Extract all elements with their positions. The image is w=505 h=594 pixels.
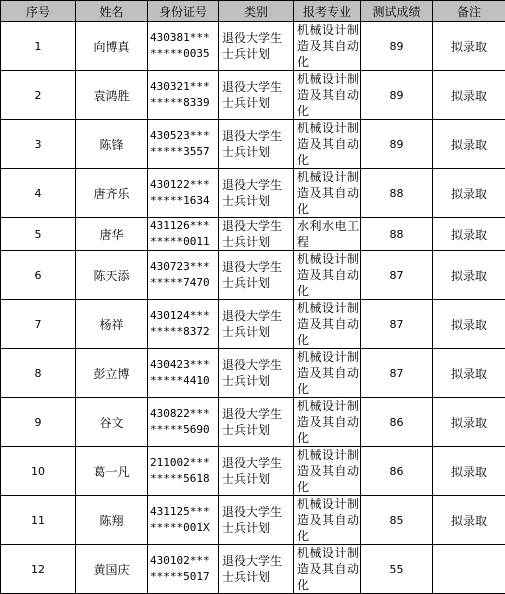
serial-cell: 6 xyxy=(1,251,76,300)
serial-cell: 7 xyxy=(1,300,76,349)
name-cell: 陈天添 xyxy=(76,251,148,300)
serial-cell: 3 xyxy=(1,120,76,169)
id-number-cell: 430523*** *****3557 xyxy=(148,120,219,169)
major-cell: 机械设计制造及其自动化 xyxy=(294,545,361,594)
table-header-row xyxy=(1,1,505,22)
score-cell: 85 xyxy=(361,496,433,545)
remark-cell: 拟录取 xyxy=(433,300,505,349)
major-cell: 机械设计制造及其自动化 xyxy=(294,398,361,447)
category-cell: 退役大学生士兵计划 xyxy=(219,218,294,251)
id-number-cell: 431125*** *****001X xyxy=(148,496,219,545)
name-cell: 杨祥 xyxy=(76,300,148,349)
table-row xyxy=(1,22,505,71)
category-cell: 退役大学生士兵计划 xyxy=(219,496,294,545)
remark-cell: 拟录取 xyxy=(433,398,505,447)
serial-cell: 5 xyxy=(1,218,76,251)
category-cell: 退役大学生士兵计划 xyxy=(219,22,294,71)
serial-cell: 11 xyxy=(1,496,76,545)
name-cell: 彭立博 xyxy=(76,349,148,398)
name-cell: 向博真 xyxy=(76,22,148,71)
category-cell: 退役大学生士兵计划 xyxy=(219,398,294,447)
score-cell: 87 xyxy=(361,251,433,300)
category-cell: 退役大学生士兵计划 xyxy=(219,169,294,218)
remark-cell: 拟录取 xyxy=(433,169,505,218)
table-row xyxy=(1,447,505,496)
remark-cell: 拟录取 xyxy=(433,349,505,398)
header-serial: 序号 xyxy=(1,1,76,22)
table-row xyxy=(1,251,505,300)
score-cell: 87 xyxy=(361,349,433,398)
category-cell: 退役大学生士兵计划 xyxy=(219,300,294,349)
major-cell: 机械设计制造及其自动化 xyxy=(294,120,361,169)
serial-cell: 9 xyxy=(1,398,76,447)
table-row xyxy=(1,398,505,447)
score-cell: 89 xyxy=(361,22,433,71)
name-cell: 唐华 xyxy=(76,218,148,251)
id-number-cell: 430102*** *****5017 xyxy=(148,545,219,594)
name-cell: 陈锋 xyxy=(76,120,148,169)
remark-cell: 拟录取 xyxy=(433,120,505,169)
category-cell: 退役大学生士兵计划 xyxy=(219,349,294,398)
major-cell: 机械设计制造及其自动化 xyxy=(294,71,361,120)
score-cell: 88 xyxy=(361,169,433,218)
id-number-cell: 430122*** *****1634 xyxy=(148,169,219,218)
name-cell: 唐齐乐 xyxy=(76,169,148,218)
serial-cell: 2 xyxy=(1,71,76,120)
remark-cell: 拟录取 xyxy=(433,251,505,300)
table-row xyxy=(1,349,505,398)
id-number-cell: 430124*** *****8372 xyxy=(148,300,219,349)
id-number-cell: 431126*** *****0011 xyxy=(148,218,219,251)
remark-cell: 拟录取 xyxy=(433,218,505,251)
major-cell: 机械设计制造及其自动化 xyxy=(294,169,361,218)
table-row xyxy=(1,218,505,251)
serial-cell: 8 xyxy=(1,349,76,398)
table-body xyxy=(1,22,505,594)
score-cell: 89 xyxy=(361,120,433,169)
name-cell: 陈翔 xyxy=(76,496,148,545)
id-number-cell: 430723*** *****7470 xyxy=(148,251,219,300)
category-cell: 退役大学生士兵计划 xyxy=(219,71,294,120)
name-cell: 葛一凡 xyxy=(76,447,148,496)
name-cell: 谷文 xyxy=(76,398,148,447)
major-cell: 机械设计制造及其自动化 xyxy=(294,349,361,398)
score-cell: 55 xyxy=(361,545,433,594)
score-cell: 89 xyxy=(361,71,433,120)
category-cell: 退役大学生士兵计划 xyxy=(219,120,294,169)
id-number-cell: 430822*** *****5690 xyxy=(148,398,219,447)
table-row xyxy=(1,169,505,218)
major-cell: 机械设计制造及其自动化 xyxy=(294,496,361,545)
name-cell: 黄国庆 xyxy=(76,545,148,594)
major-cell: 水利水电工程 xyxy=(294,218,361,251)
table-row xyxy=(1,300,505,349)
remark-cell: 拟录取 xyxy=(433,22,505,71)
major-cell: 机械设计制造及其自动化 xyxy=(294,300,361,349)
score-cell: 86 xyxy=(361,447,433,496)
serial-cell: 12 xyxy=(1,545,76,594)
serial-cell: 10 xyxy=(1,447,76,496)
id-number-cell: 430423*** *****4410 xyxy=(148,349,219,398)
major-cell: 机械设计制造及其自动化 xyxy=(294,22,361,71)
table-row xyxy=(1,496,505,545)
header-category: 类别 xyxy=(219,1,294,22)
header-id-number: 身份证号 xyxy=(148,1,219,22)
header-name: 姓名 xyxy=(76,1,148,22)
name-cell: 袁鸿胜 xyxy=(76,71,148,120)
id-number-cell: 430381*** *****0035 xyxy=(148,22,219,71)
category-cell: 退役大学生士兵计划 xyxy=(219,251,294,300)
table-row xyxy=(1,120,505,169)
major-cell: 机械设计制造及其自动化 xyxy=(294,447,361,496)
serial-cell: 4 xyxy=(1,169,76,218)
score-cell: 88 xyxy=(361,218,433,251)
table-row xyxy=(1,545,505,594)
header-remark: 备注 xyxy=(433,1,505,22)
table-row xyxy=(1,71,505,120)
header-major: 报考专业 xyxy=(294,1,361,22)
id-number-cell: 430321*** *****8339 xyxy=(148,71,219,120)
category-cell: 退役大学生士兵计划 xyxy=(219,545,294,594)
remark-cell: 拟录取 xyxy=(433,496,505,545)
id-number-cell: 211002*** *****5618 xyxy=(148,447,219,496)
major-cell: 机械设计制造及其自动化 xyxy=(294,251,361,300)
header-score: 测试成绩 xyxy=(361,1,433,22)
score-cell: 86 xyxy=(361,398,433,447)
serial-cell: 1 xyxy=(1,22,76,71)
remark-cell: 拟录取 xyxy=(433,447,505,496)
remark-cell: 拟录取 xyxy=(433,71,505,120)
score-cell: 87 xyxy=(361,300,433,349)
category-cell: 退役大学生士兵计划 xyxy=(219,447,294,496)
remark-cell xyxy=(433,545,505,594)
